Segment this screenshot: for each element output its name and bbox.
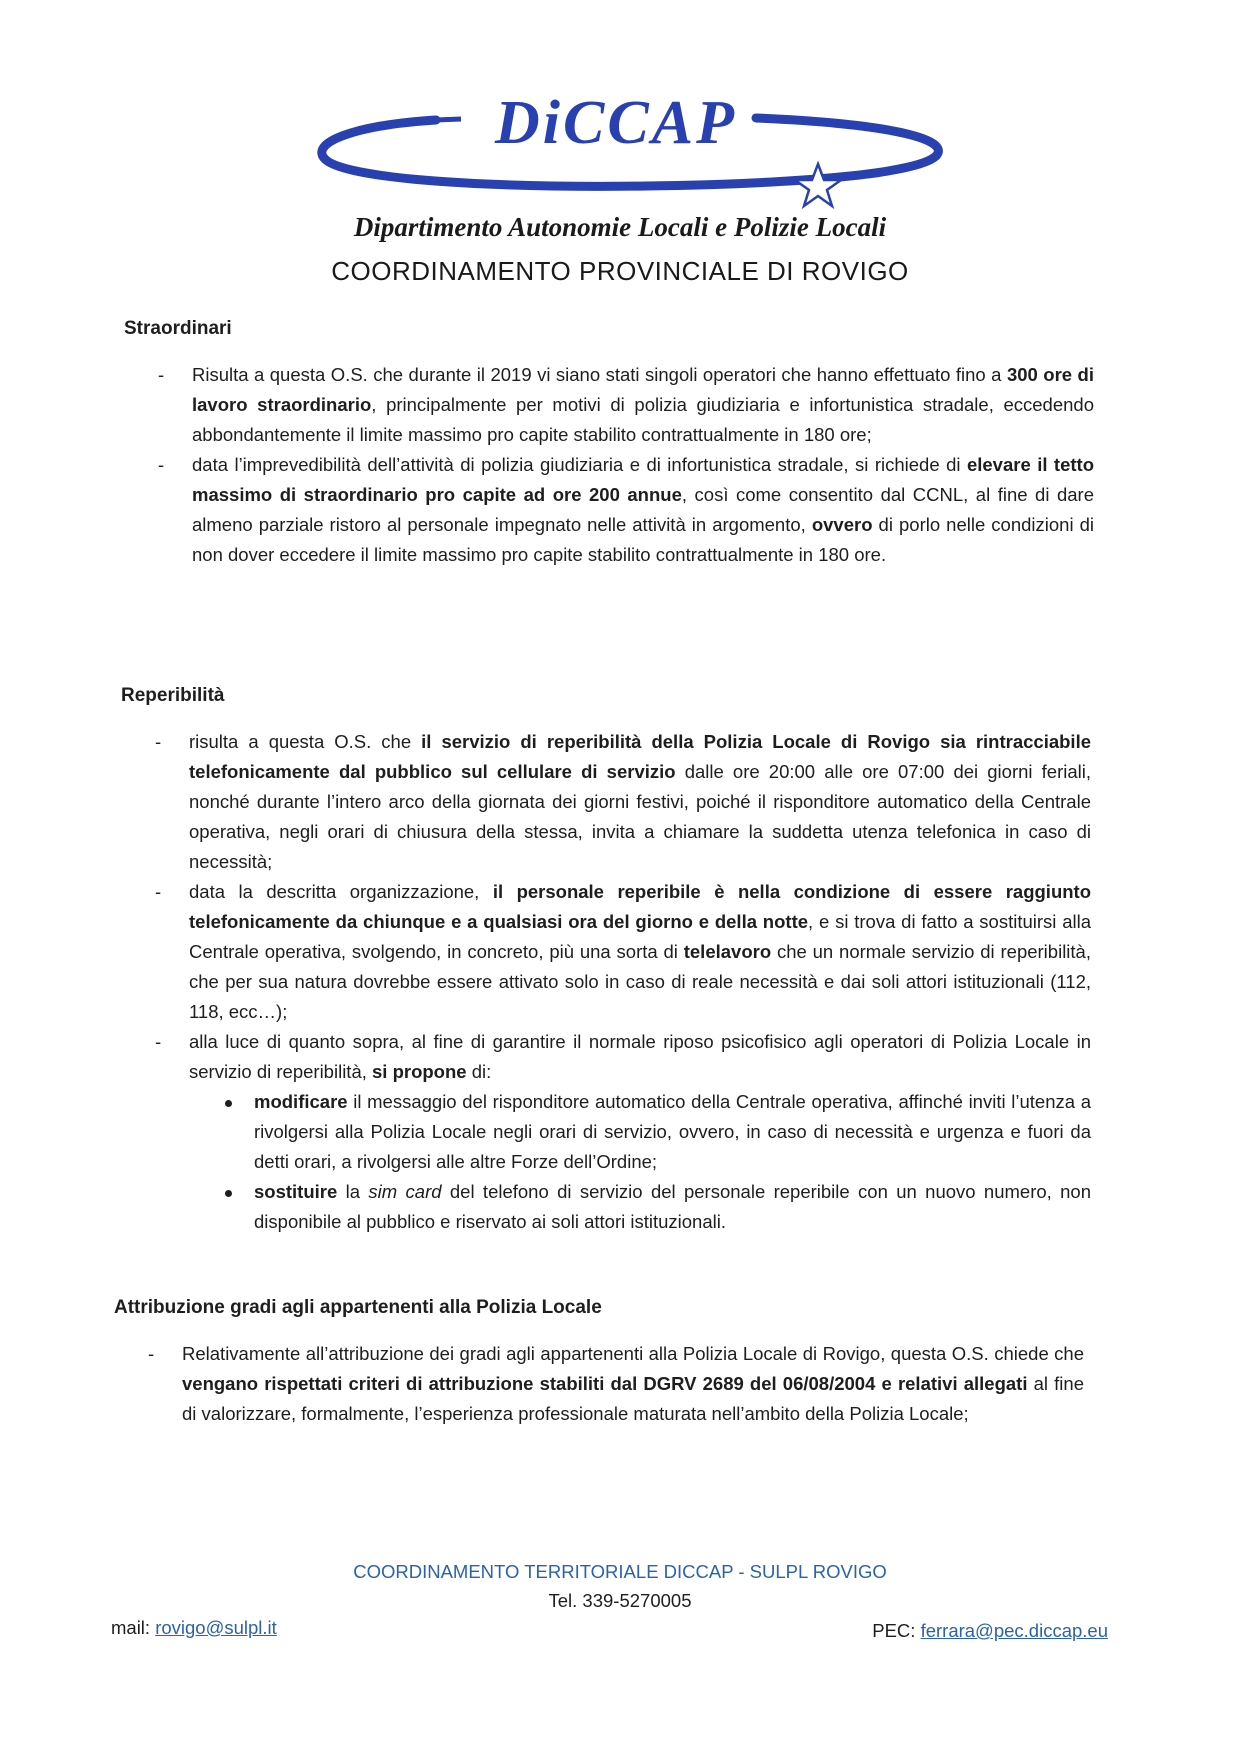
bullet xyxy=(225,1100,232,1107)
list-item: - Relativamente all’attribuzione dei gradi agli appartenenti alla Polizia Locale di Rovigo, questa O.S. chiede che vengano rispettati criteri di attribuzione stabiliti dal DGRV 2689 del 06/08/2004 e relativi allegati al fine di valorizzare, formalmente, l’esperienza professionale maturata nell’ambito della Polizia Locale; xyxy=(114,1339,1084,1429)
section-title: Attribuzione gradi agli appartenenti alla Polizia Locale xyxy=(114,1297,602,1318)
section-title: Reperibilità xyxy=(121,685,225,706)
mail-link[interactable]: rovigo@sulpl.it xyxy=(155,1617,277,1638)
footer-org: COORDINAMENTO TERRITORIALE DICCAP - SULPL ROVIGO xyxy=(353,1561,887,1582)
footer-tel: Tel. 339-5270005 xyxy=(548,1590,692,1611)
dash: - xyxy=(158,364,165,385)
diccap-logo xyxy=(316,80,946,220)
section-reperibilita xyxy=(121,685,1091,1237)
pec-link[interactable]: ferrara@pec.diccap.eu xyxy=(920,1620,1108,1641)
list-item: - risulta a questa O.S. che il servizio di reperibilità della Polizia Locale di Rovigo sia rintracciabile telefonicamente dal pubblico sul cellulare di servizio dalle ore 20:00 alle ore 07:00 dei giorni feriali, nonché durante l’intero arco della giornata dei giorni festivi, poiché il risponditore automatico della Centrale operativa, negli orari di chiusura della stessa, invita a chiamare la suddetta utenza telefonica in caso di necessità; xyxy=(121,727,1091,877)
coordination-title: COORDINAMENTO PROVINCIALE DI ROVIGO xyxy=(331,256,909,286)
list-item: - alla luce di quanto sopra, al fine di garantire il normale riposo psicofisico agli operatori di Polizia Locale in servizio di reperibilità, si propone di: xyxy=(121,1027,1091,1087)
bullet xyxy=(225,1190,232,1197)
logo-text: DiCCAP xyxy=(495,89,737,157)
sub-list-item: modificare il messaggio del risponditore automatico della Centrale operativa, affinché inviti l’utenza a rivolgersi alla Polizia Locale negli orari di servizio, ovvero, in caso di necessità e urgenza e fuori da detti orari, a rivolgersi alle altre Forze dell’Ordine; xyxy=(121,1087,1091,1177)
dash: - xyxy=(158,454,165,475)
department-title: Dipartimento Autonomie Locali e Polizie Locali xyxy=(353,212,887,242)
dash: - xyxy=(155,731,162,752)
footer-pec: PEC: ferrara@pec.diccap.eu xyxy=(872,1620,1108,1641)
list-item: - Risulta a questa O.S. che durante il 2019 vi siano stati singoli operatori che hanno effettuato fino a 300 ore di lavoro straordinario, principalmente per motivi di polizia giudiziaria e infortunistica stradale, eccedendo abbondantemente il limite massimo pro capite stabilito contrattualmente in 180 ore; xyxy=(124,360,1094,450)
section-title: Straordinari xyxy=(124,318,232,339)
list-item: - data l’imprevedibilità dell’attività di polizia giudiziaria e di infortunistica stradale, si richiede di elevare il tetto massimo di straordinario pro capite ad ore 200 annue, così come consentito dal CCNL, al fine di dare almeno parziale ristoro al personale impegnato nelle attività in argomento, ovvero di porlo nelle condizioni di non dover eccedere il limite massimo pro capite stabilito contrattualmente in 180 ore. xyxy=(124,450,1094,570)
list-item: - data la descritta organizzazione, il personale reperibile è nella condizione di essere raggiunto telefonicamente da chiunque e a qualsiasi ora del giorno e della notte, e si trova di fatto a sostituirsi alla Centrale operativa, svolgendo, in concreto, più una sorta di telelavoro che un normale servizio di reperibilità, che per sua natura dovrebbe essere attivato solo in caso di reale necessità e dai soli attori istituzionali (112, 118, ecc…); xyxy=(121,877,1091,1027)
footer-mail: mail: rovigo@sulpl.it xyxy=(111,1617,277,1638)
section-gradi xyxy=(114,1297,1084,1429)
dash: - xyxy=(155,881,162,902)
star-icon xyxy=(795,164,841,206)
dash: - xyxy=(148,1343,155,1364)
section-straordinari xyxy=(124,318,1094,570)
dash: - xyxy=(155,1031,162,1052)
sub-list-item: sostituire la sim card del telefono di servizio del personale reperibile con un nuovo numero, non disponibile al pubblico e riservato ai soli attori istituzionali. xyxy=(121,1177,1091,1237)
